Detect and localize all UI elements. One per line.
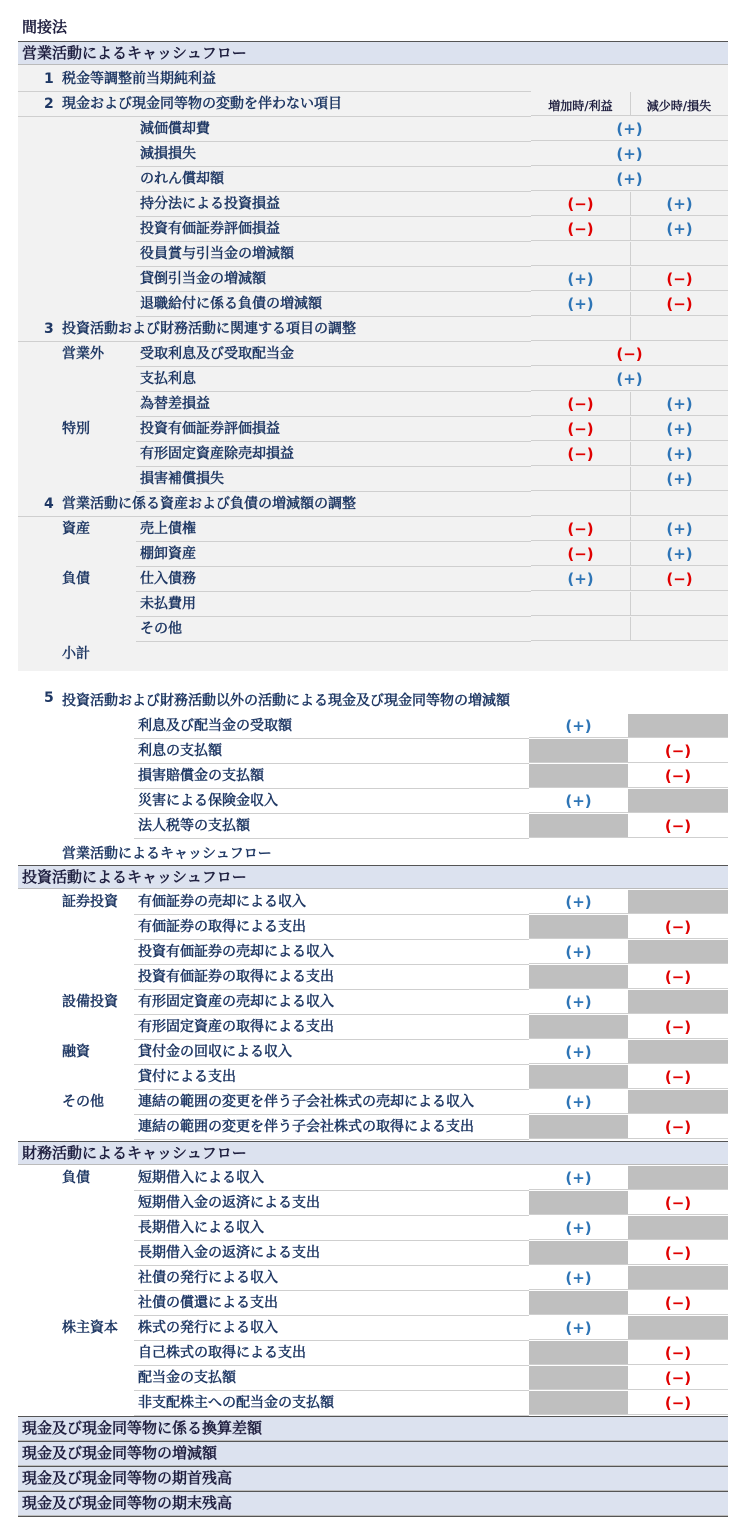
value-cell <box>531 617 630 641</box>
row-label: 投資活動および財務活動に関連する項目の調整 <box>62 321 356 337</box>
row-label: 棚卸資産 <box>140 546 196 562</box>
operating-section-header: 営業活動によるキャッシュフロー <box>18 41 728 65</box>
value-cell <box>628 1216 728 1240</box>
row-label: 現金および現金同等物の変動を伴わない項目 <box>62 96 342 112</box>
item5-number: 5 <box>44 690 54 706</box>
value-cell: (−) <box>628 764 728 788</box>
table-row <box>0 267 748 292</box>
row-label: 株式の発行による収入 <box>138 1320 278 1336</box>
value-cell: (+) <box>529 714 628 738</box>
value-cell: (+) <box>529 1090 628 1114</box>
value-cell: (−) <box>630 292 728 316</box>
financing-row <box>0 1191 748 1216</box>
row-label: 法人税等の支払額 <box>138 818 250 834</box>
table-row <box>0 467 748 492</box>
table-row <box>0 317 748 342</box>
row-label: 投資有価証券評価損益 <box>140 421 280 437</box>
value-cell <box>628 1316 728 1340</box>
row-divider <box>134 1139 529 1140</box>
table-row <box>0 617 748 642</box>
table-row <box>0 517 748 542</box>
footer-row: 現金及び現金同等物の増減額 <box>18 1441 728 1466</box>
row-category: 融資 <box>62 1044 90 1060</box>
value-cell: (+) <box>531 167 728 191</box>
value-cell: (+) <box>529 789 628 813</box>
investing-row <box>0 1015 748 1040</box>
value-cell <box>628 1040 728 1064</box>
table-row <box>0 217 748 242</box>
value-cell: (−) <box>628 1341 728 1365</box>
financing-row <box>0 1341 748 1366</box>
row-label: 為替差損益 <box>140 396 210 412</box>
value-cell <box>628 890 728 914</box>
value-cell: (−) <box>531 442 630 466</box>
value-cell <box>529 764 628 788</box>
row-label: 貸付による支出 <box>138 1069 236 1085</box>
value-cell: (−) <box>531 217 630 241</box>
value-cell: (+) <box>531 367 728 391</box>
value-cell <box>630 317 728 341</box>
item5-row <box>0 814 748 839</box>
row-label: 貸倒引当金の増減額 <box>140 271 266 287</box>
row-label: 税金等調整前当期純利益 <box>62 71 216 87</box>
value-cell <box>529 739 628 763</box>
item5-label: 投資活動および財務活動以外の活動による現金及び現金同等物の増減額 <box>62 693 510 709</box>
row-label: 役員賞与引当金の増減額 <box>140 246 294 262</box>
value-cell: (+) <box>531 117 728 141</box>
table-row <box>0 167 748 192</box>
value-cell <box>628 714 728 738</box>
row-label: 社債の発行による収入 <box>138 1270 278 1286</box>
table-row <box>0 567 748 592</box>
row-number: 3 <box>44 321 54 337</box>
value-cell: (−) <box>628 739 728 763</box>
row-label: 退職給付に係る負債の増減額 <box>140 296 322 312</box>
row-category: 証券投資 <box>62 894 118 910</box>
value-cell: (−) <box>628 1191 728 1215</box>
investing-row <box>0 965 748 990</box>
row-label: 投資有価証券評価損益 <box>140 221 280 237</box>
row-divider <box>134 838 529 839</box>
row-category: 小計 <box>62 646 90 662</box>
value-cell <box>529 1366 628 1390</box>
value-cell: (+) <box>529 1316 628 1340</box>
investing-row <box>0 1040 748 1065</box>
value-cell: (+) <box>630 467 728 491</box>
value-cell <box>628 990 728 1014</box>
row-label: 短期借入による収入 <box>138 1170 264 1186</box>
table-row <box>0 492 748 517</box>
value-cell: (−) <box>628 814 728 838</box>
value-cell <box>529 814 628 838</box>
financing-row <box>0 1291 748 1316</box>
footer-row: 現金及び現金同等物の期首残高 <box>18 1466 728 1491</box>
financing-section-header: 財務活動によるキャッシュフロー <box>18 1141 728 1165</box>
value-cell <box>531 467 630 491</box>
value-cell: (−) <box>628 915 728 939</box>
value-cell: (+) <box>531 292 630 316</box>
item5-row <box>0 789 748 814</box>
value-cell <box>531 592 630 616</box>
value-cell <box>529 1241 628 1265</box>
value-cell: (+) <box>529 990 628 1014</box>
value-cell <box>529 915 628 939</box>
row-category: 設備投資 <box>62 994 118 1010</box>
table-row <box>0 342 748 367</box>
row-label: 営業活動に係る資産および負債の増減額の調整 <box>62 496 356 512</box>
item5-row <box>0 714 748 739</box>
value-cell <box>529 965 628 989</box>
row-label: 社債の償還による支出 <box>138 1295 278 1311</box>
table-row <box>0 592 748 617</box>
value-cell: (−) <box>531 542 630 566</box>
value-cell <box>531 242 630 266</box>
financing-row <box>0 1216 748 1241</box>
value-cell <box>529 1115 628 1139</box>
row-label: 災害による保険金収入 <box>138 793 278 809</box>
page-title: 間接法 <box>22 18 68 36</box>
value-cell: (+) <box>531 142 728 166</box>
value-cell <box>529 1065 628 1089</box>
investing-row <box>0 940 748 965</box>
investing-row <box>0 1065 748 1090</box>
value-cell: (−) <box>630 567 728 591</box>
row-label: 利息及び配当金の受取額 <box>138 718 292 734</box>
row-label: 減損損失 <box>140 146 196 162</box>
operating-total: 営業活動によるキャッシュフロー <box>62 846 272 862</box>
row-label: 有形固定資産の取得による支出 <box>138 1019 334 1035</box>
value-cell: (+) <box>630 517 728 541</box>
value-cell: (+) <box>630 442 728 466</box>
item5-row <box>0 764 748 789</box>
table-row <box>0 367 748 392</box>
value-cell: (−) <box>628 1366 728 1390</box>
investing-row <box>0 915 748 940</box>
value-cell: (−) <box>628 1115 728 1139</box>
value-cell: (−) <box>628 1291 728 1315</box>
row-number: 1 <box>44 71 54 87</box>
value-cell: (−) <box>531 417 630 441</box>
row-label: 利息の支払額 <box>138 743 222 759</box>
row-label: その他 <box>140 621 182 637</box>
row-category: 負債 <box>62 1170 90 1186</box>
value-cell <box>630 617 728 641</box>
row-label: 自己株式の取得による支出 <box>138 1345 306 1361</box>
table-row <box>0 417 748 442</box>
investing-row <box>0 890 748 915</box>
value-cell: (+) <box>529 890 628 914</box>
value-cell: (+) <box>529 940 628 964</box>
value-cell: (−) <box>531 517 630 541</box>
col-decrease-header: 減少時/損失 <box>646 99 712 113</box>
table-row <box>0 92 748 117</box>
row-label: 有価証券の売却による収入 <box>138 894 306 910</box>
row-label: 減価償却費 <box>140 121 210 137</box>
row-number: 2 <box>44 96 54 112</box>
bottom-border <box>18 1516 728 1517</box>
value-cell: (−) <box>628 1015 728 1039</box>
value-cell <box>628 1090 728 1114</box>
row-label: 有形固定資産除売却損益 <box>140 446 294 462</box>
table-row <box>0 392 748 417</box>
row-category: その他 <box>62 1094 104 1110</box>
row-category: 負債 <box>62 571 90 587</box>
investing-row <box>0 990 748 1015</box>
row-label: 長期借入による収入 <box>138 1220 264 1236</box>
value-cell: (−) <box>531 392 630 416</box>
row-label: 未払費用 <box>140 596 196 612</box>
value-cell: (+) <box>529 1166 628 1190</box>
value-cell <box>628 1166 728 1190</box>
value-cell: (+) <box>630 217 728 241</box>
investing-row <box>0 1115 748 1140</box>
value-cell: (+) <box>529 1216 628 1240</box>
value-cell <box>630 92 728 116</box>
row-label: 連結の範囲の変更を伴う子会社株式の取得による支出 <box>138 1119 474 1135</box>
row-category: 特別 <box>62 421 90 437</box>
value-cell <box>630 242 728 266</box>
row-category: 資産 <box>62 521 90 537</box>
table-row <box>0 242 748 267</box>
row-label: 非支配株主への配当金の支払額 <box>138 1395 334 1411</box>
value-cell: (+) <box>529 1266 628 1290</box>
row-label: 仕入債務 <box>140 571 196 587</box>
row-category: 営業外 <box>62 346 104 362</box>
row-label: 受取利息及び受取配当金 <box>140 346 294 362</box>
row-label: 投資有価証券の売却による収入 <box>138 944 334 960</box>
investing-row <box>0 1090 748 1115</box>
row-label: 貸付金の回収による収入 <box>138 1044 292 1060</box>
value-cell: (−) <box>630 267 728 291</box>
investing-section-header: 投資活動によるキャッシュフロー <box>18 865 728 889</box>
value-cell <box>531 92 630 116</box>
value-cell: (+) <box>630 192 728 216</box>
value-cell: (+) <box>630 542 728 566</box>
footer-row: 現金及び現金同等物に係る換算差額 <box>18 1416 728 1441</box>
row-label: 損害補償損失 <box>140 471 224 487</box>
table-row <box>0 542 748 567</box>
financing-row <box>0 1391 748 1416</box>
row-label: 配当金の支払額 <box>138 1370 236 1386</box>
row-label: 連結の範囲の変更を伴う子会社株式の売却による収入 <box>138 1094 474 1110</box>
row-label: のれん償却額 <box>140 171 224 187</box>
value-cell: (−) <box>628 965 728 989</box>
row-category: 株主資本 <box>62 1320 118 1336</box>
row-label: 支払利息 <box>140 371 196 387</box>
row-number: 4 <box>44 496 54 512</box>
item5-row <box>0 739 748 764</box>
value-cell <box>531 492 630 516</box>
value-cell <box>529 1191 628 1215</box>
col-increase-header: 増加時/利益 <box>548 99 613 113</box>
value-cell <box>531 317 630 341</box>
row-label: 損害賠償金の支払額 <box>138 768 264 784</box>
value-cell <box>529 1341 628 1365</box>
value-cell: (−) <box>628 1241 728 1265</box>
table-row <box>0 117 748 142</box>
table-row <box>0 292 748 317</box>
value-cell: (−) <box>531 192 630 216</box>
value-cell <box>628 789 728 813</box>
financing-row <box>0 1366 748 1391</box>
table-row <box>0 642 748 667</box>
value-cell: (+) <box>630 392 728 416</box>
table-row <box>0 442 748 467</box>
financing-row <box>0 1166 748 1191</box>
financing-row <box>0 1316 748 1341</box>
value-cell <box>529 1015 628 1039</box>
value-cell: (+) <box>529 1040 628 1064</box>
value-cell <box>628 940 728 964</box>
table-row <box>0 142 748 167</box>
financing-row <box>0 1241 748 1266</box>
row-label: 有価証券の取得による支出 <box>138 919 306 935</box>
value-cell <box>630 592 728 616</box>
row-label: 有形固定資産の売却による収入 <box>138 994 334 1010</box>
value-cell <box>529 1391 628 1415</box>
footer-row: 現金及び現金同等物の期末残高 <box>18 1491 728 1516</box>
row-label: 投資有価証券の取得による支出 <box>138 969 334 985</box>
value-cell: (−) <box>531 342 728 366</box>
value-cell <box>630 492 728 516</box>
row-label: 持分法による投資損益 <box>140 196 280 212</box>
value-cell: (−) <box>628 1065 728 1089</box>
row-label: 売上債権 <box>140 521 196 537</box>
value-cell <box>529 1291 628 1315</box>
row-label: 長期借入金の返済による支出 <box>138 1245 320 1261</box>
value-cell: (+) <box>531 267 630 291</box>
value-cell: (+) <box>531 567 630 591</box>
value-cell: (−) <box>628 1391 728 1415</box>
financing-row <box>0 1266 748 1291</box>
table-row <box>0 192 748 217</box>
row-label: 短期借入金の返済による支出 <box>138 1195 320 1211</box>
table-row <box>0 67 748 92</box>
value-cell: (+) <box>630 417 728 441</box>
value-cell <box>628 1266 728 1290</box>
